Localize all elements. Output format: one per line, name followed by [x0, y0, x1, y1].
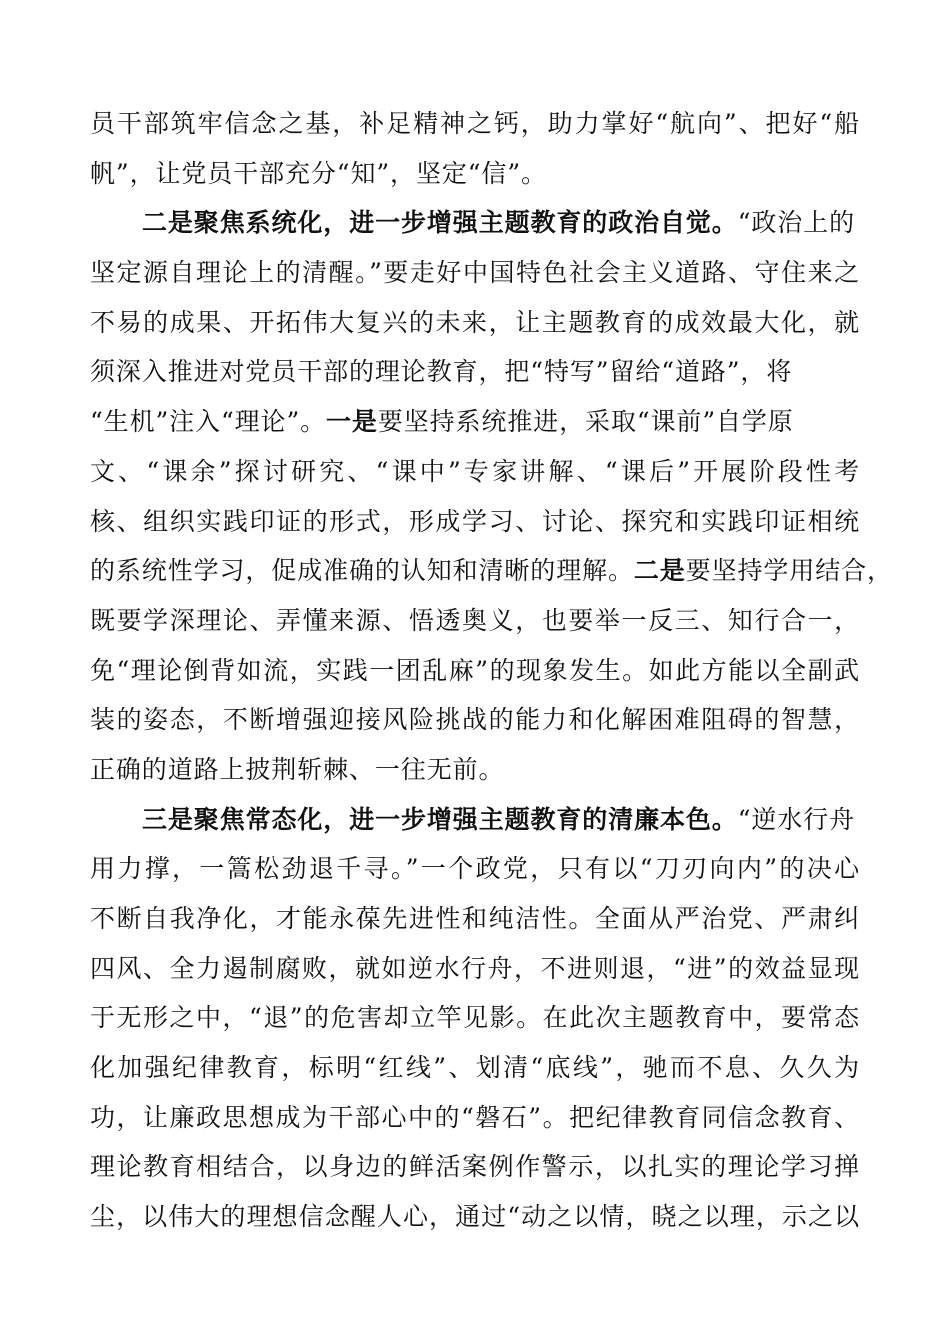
text-line: 四风、全力遏制腐败，就如逆水行舟，不进则退，“进”的效益显现: [90, 953, 860, 983]
text-line: 文、“课余”探讨研究、“课中”专家讲解、“课后”开展阶段性考: [90, 456, 860, 486]
text-line: 免“理论倒背如流，实践一团乱麻”的现象发生。如此方能以全副武: [90, 655, 860, 685]
text-line: [90, 198, 860, 248]
text-run: “生机”注入“理论”。: [90, 407, 327, 437]
text-run: “逆水行舟: [737, 804, 855, 834]
text-line: 理论教育相结合，以身边的鲜活案例作警示，以扎实的理论学习掸: [90, 1152, 860, 1182]
text-line: 不易的成果、开拓伟大复兴的未来，让主题教育的成效最大化，就: [90, 307, 860, 337]
text-line: 尘，以伟大的理想信念醒人心，通过“动之以情，晓之以理，示之以: [90, 1202, 860, 1232]
text-line: 用力撑，一篙松劲退千寻。”一个政党，只有以“刀刃向内”的决心: [90, 854, 860, 884]
point-label: 一是: [326, 407, 378, 437]
text-line: 须深入推进对党员干部的理论教育，把“特写”留给“道路”，将: [90, 357, 793, 387]
text-line: [90, 546, 893, 596]
text-line: 既要学深理论、弄懂来源、悟透奥义，也要举一反三、知行合一，: [90, 605, 860, 635]
text-run: 要坚持学用结合，: [685, 556, 893, 586]
text-line: 于无形之中，“退”的危害却立竿见影。在此次主题教育中，要常态: [90, 1003, 860, 1033]
document-page: [90, 99, 893, 1242]
text-line: [90, 397, 860, 447]
text-run: “政治上的: [737, 208, 855, 238]
text-line: 核、组织实践印证的形式，形成学习、讨论、探究和实践印证相统: [90, 506, 860, 536]
text-line: 化加强纪律教育，标明“红线”、划清“底线”，驰而不息、久久为: [90, 1053, 860, 1083]
text-line: 坚定源自理论上的清醒。”要走好中国特色社会主义道路、守住来之: [90, 258, 860, 288]
text-line: 功，让廉政思想成为干部心中的“磐石”。把纪律教育同信念教育、: [90, 1102, 860, 1132]
paragraph-heading: 三是聚焦常态化，进一步增强主题教育的清廉本色。: [142, 804, 738, 834]
text-line: 装的姿态，不断增强迎接风险挑战的能力和化解困难阻碍的智慧，: [90, 705, 860, 735]
text-line: 正确的道路上披荆斩棘、一往无前。: [90, 754, 505, 784]
text-line: 不断自我净化，才能永葆先进性和纯洁性。全面从严治党、严肃纠: [90, 904, 860, 933]
paragraph-heading: 二是聚焦系统化，进一步增强主题教育的政治自觉。: [142, 208, 738, 238]
paragraph-3: [90, 795, 860, 1242]
text-line: 帆”，让党员干部充分“知”，坚定“信”。: [90, 158, 547, 188]
point-label: 二是: [633, 556, 686, 586]
paragraph-1: [90, 99, 860, 198]
text-line: 员干部筑牢信念之基，补足精神之钙，助力掌好“航向”、把好“船: [90, 109, 860, 138]
paragraph-2: [90, 198, 893, 794]
text-run: 的系统性学习，促成准确的认知和清晰的理解。: [90, 556, 634, 586]
text-line: [90, 795, 860, 845]
text-run: 要坚持系统推进，采取“课前”自学原: [377, 407, 794, 437]
